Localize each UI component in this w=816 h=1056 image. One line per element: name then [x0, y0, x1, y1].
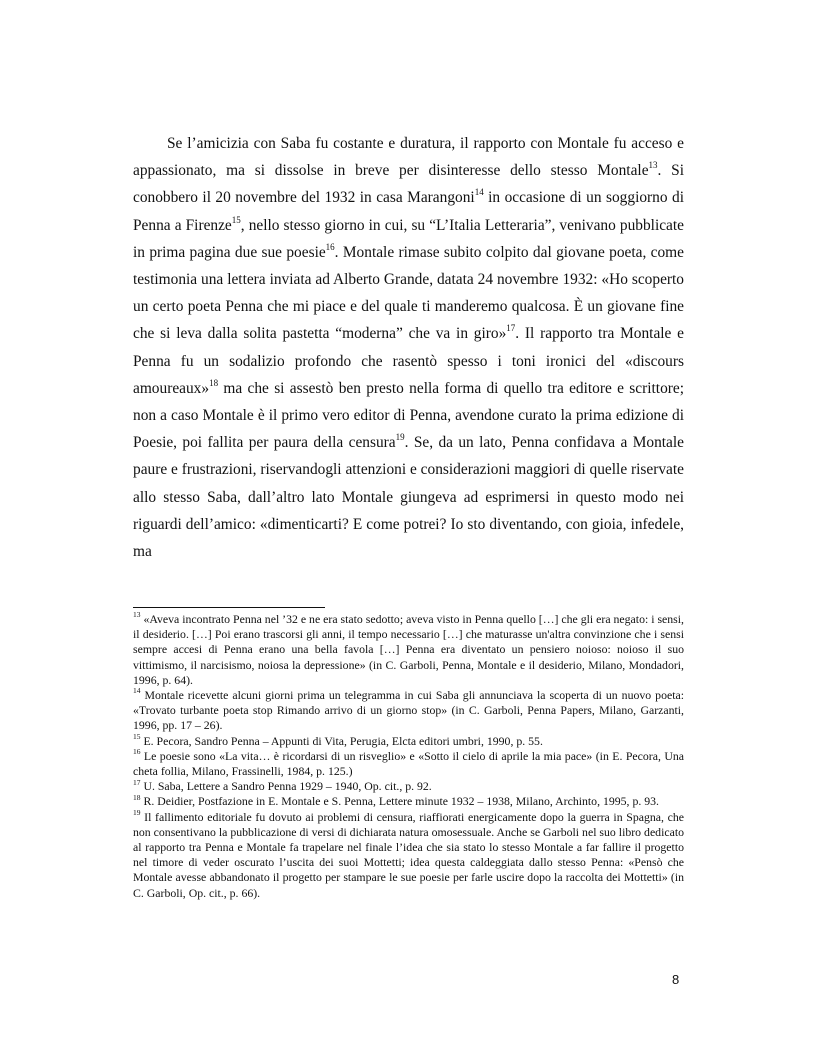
footnote-18: [133, 794, 684, 809]
footnote-ref-19[interactable]: 19: [395, 432, 405, 443]
footnote-text: E. Pecora, Sandro Penna – Appunti di Vita, Perugia, Elcta editori umbri, 1990, p. 55.: [140, 733, 543, 748]
footnote-ref-18[interactable]: 18: [209, 377, 219, 388]
footnote-text: R. Deidier, Postfazione in E. Montale e S. Penna, Lettere minute 1932 – 1938, Milano, Archinto, 1995, p. 93.: [140, 794, 660, 809]
footnote-19: [133, 807, 684, 901]
text-run: , nello stesso giorno in cui, su “L’Italia Letteraria”, venivano pubblicate in prima pagina due sue poesie: [133, 216, 685, 261]
footnote-ref-16[interactable]: 16: [325, 241, 335, 252]
text-run: . Montale rimase subito colpito dal giovane poeta, come testimonia una lettera inviata ad Alberto Grande, datata 24 novembre 1932: «Ho scoperto un certo poeta Penna che mi piace e del quale ti manderemo qualcosa. È un giovane fine che si leva dalla solita pastetta “moderna” che va in giro»: [133, 243, 684, 343]
footnote-16: [133, 749, 684, 779]
footnote-text: Il fallimento editoriale fu dovuto ai problemi di censura, riaffiorati energicamente dopo la guerra in Spagna, che non consentivano la pubblicazione di versi di dichiarata natura omosessuale. Anche se Garboli nel suo libro dedicato al rapporto tra Penna e Montale fa trapelare nel finale l’idea che sia stato lo stesso Montale a far fallire il progetto nel timore di veder oscurato l’uscita dei suoi Mottetti; idea questa caldeggiata dallo stesso Penna: «Pensò che Montale avesse abbandonato il progetto per stampare le sue poesie per farle uscire dopo la raccolta dei Mottetti» (in C. Garboli, Op. cit., p. 66).: [133, 809, 684, 900]
footnote-number: 18: [133, 792, 141, 802]
footnote-ref-15[interactable]: 15: [231, 214, 241, 225]
footnote-number: 14: [133, 686, 141, 696]
footnote-text: Montale ricevette alcuni giorni prima un telegramma in cui Saba gli annunciava la scoperta di un nuovo poeta: «Trovato turbante poeta stop Rimando arrivo di un giorno stop» (in C. Garboli, Penna Papers, Milano, Garzanti, 1996, pp. 17 – 26).: [133, 688, 684, 733]
footnote-14: [133, 688, 684, 734]
text-run: . Il rapporto tra Montale e Penna fu un sodalizio profondo che rasentò spesso i toni ironici del «discours amoureaux»: [133, 325, 684, 397]
text-run: ma che si assestò ben presto nella forma di quello tra editore e scrittore; non a caso Montale è il primo vero editor di Penna, avendone curato la prima edizione di Poesie, poi fallita per paura della censura: [133, 379, 684, 452]
footnote-17: [133, 779, 684, 794]
page-number: 8: [672, 972, 680, 987]
footnote-separator: [133, 607, 325, 608]
footnote-text: U. Saba, Lettere a Sandro Penna 1929 – 1940, Op. cit., p. 92.: [140, 779, 432, 794]
footnote-text: Le poesie sono «La vita… è ricordarsi di un risveglio» e «Sotto il cielo di aprile la mia pace» (in E. Pecora, Una cheta follia, Milano, Frassinelli, 1984, p. 125.): [133, 748, 684, 779]
footnote-number: 19: [133, 807, 141, 817]
body-paragraph: [133, 130, 684, 565]
footnote-ref-14[interactable]: 14: [474, 187, 484, 198]
footnote-ref-17[interactable]: 17: [506, 323, 516, 334]
text-run: . Se, da un lato, Penna confidava a Montale paure e frustrazioni, riservandogli attenzioni e considerazioni maggiori di quelle riservate allo stesso Saba, dall’altro lato Montale giungeva ad esprimersi in questo modo nei riguardi dell’amico: «dimenticarti? E come potrei? Io sto diventando, con gioia, infedele, ma: [133, 434, 684, 561]
footnote-15: [133, 731, 684, 749]
footnote-text: «Aveva incontrato Penna nel ’32 e ne era stato sedotto; aveva visto in Penna quello […] che gli era negato: i sensi, il desiderio. […] Poi erano trascorsi gli anni, il tempo necessario […] che maturasse un'altra convinzione che i sensi sempre accesi di Penna erano una bella favola […] Penna era diventato un pensiero noioso: noioso il suo vittimismo, il narcisismo, noiosa la depressione» (in C. Garboli, Penna, Montale e il desiderio, Milano, Mondadori, 1996, p. 64).: [133, 612, 684, 687]
footnote-13: [133, 612, 684, 688]
footnotes: [133, 612, 684, 901]
footnote-number: 13: [133, 610, 141, 620]
footnote-number: 17: [133, 777, 141, 787]
text-run: . Si conobbero il 20 novembre del 1932 in casa Marangoni: [133, 162, 685, 207]
footnote-ref-13[interactable]: 13: [648, 160, 658, 171]
text-run: Se l’amicizia con Saba fu costante e duratura, il rapporto con Montale fu acceso e appassionato, ma si dissolse in breve per disinteresse dello stesso Montale: [133, 135, 684, 180]
footnote-number: 15: [133, 731, 141, 741]
footnote-number: 16: [133, 747, 141, 757]
text-run: in occasione di un soggiorno di Penna a Firenze: [133, 189, 684, 234]
